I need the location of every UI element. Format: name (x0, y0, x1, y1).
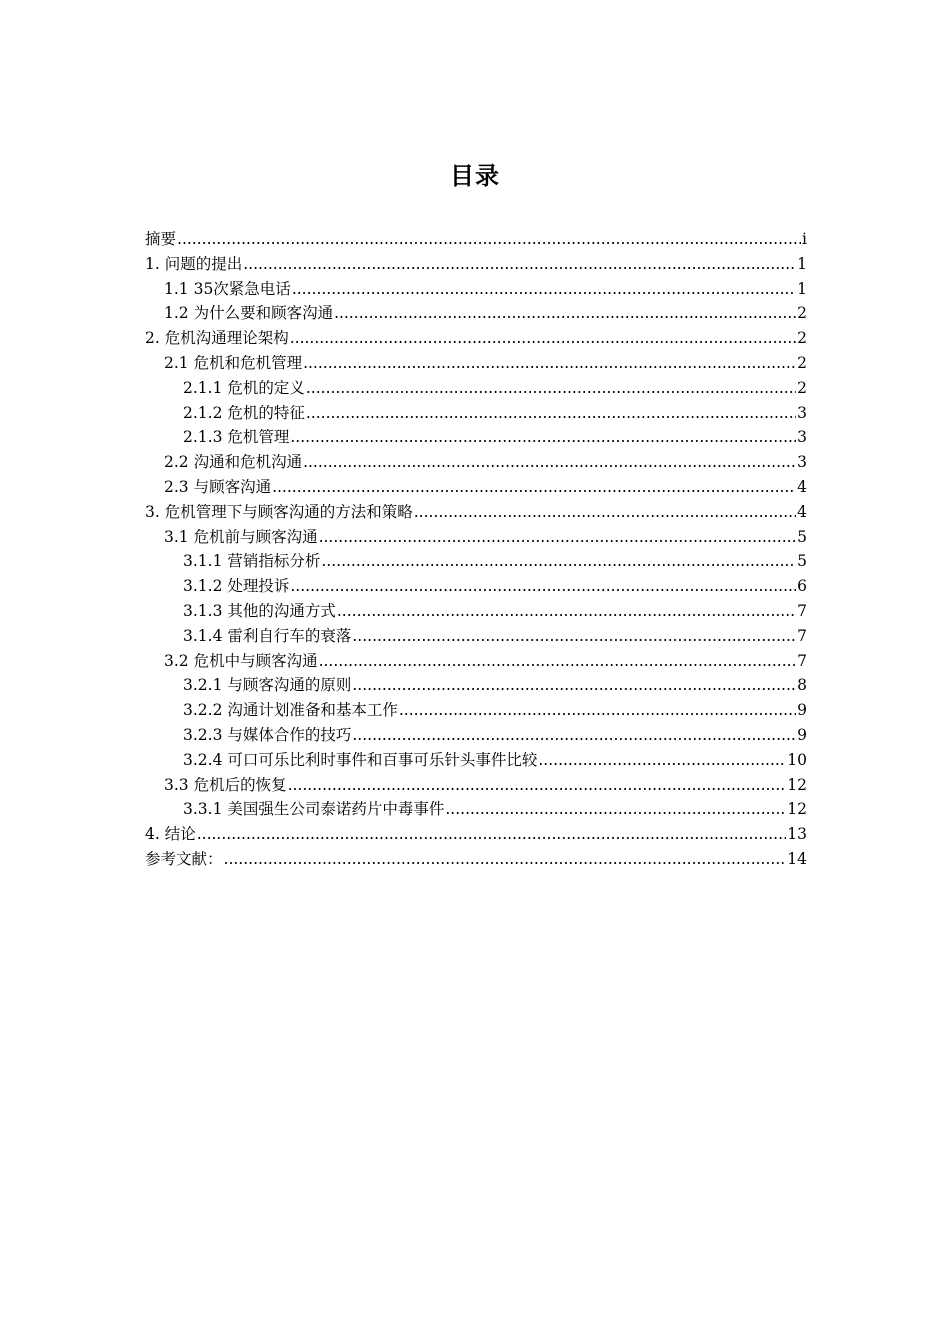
toc-entry-page-number: 7 (797, 651, 807, 670)
toc-entry[interactable] (145, 326, 807, 351)
toc-entry-page-number: 4 (797, 502, 807, 521)
toc-dot-leader (445, 797, 786, 822)
toc-entry-page-number: 1 (797, 279, 807, 298)
toc-dot-leader (399, 698, 796, 723)
toc-entry[interactable] (145, 351, 807, 376)
toc-entry-page-number: 2 (797, 353, 807, 372)
toc-entry[interactable] (145, 227, 807, 252)
toc-entry[interactable] (145, 549, 807, 574)
toc-entry-label: 3. 危机管理下与顾客沟通的方法和策略 (145, 502, 413, 521)
toc-dot-leader (243, 252, 796, 277)
toc-entry-page-number: 9 (797, 725, 807, 744)
toc-entry[interactable] (145, 425, 807, 450)
toc-entry-page-number: 1 (797, 254, 807, 273)
toc-entry-label: 3.1 危机前与顾客沟通 (164, 527, 318, 546)
toc-entry-page-number: 8 (797, 676, 807, 695)
toc-entry[interactable] (145, 301, 807, 326)
toc-entry[interactable] (145, 450, 807, 475)
toc-entry-label: 3.2.3 与媒体合作的技巧 (183, 725, 352, 744)
toc-dot-leader (414, 500, 796, 525)
toc-entry[interactable] (145, 649, 807, 674)
toc-entry-label: 3.2.4 可口可乐比利时事件和百事可乐针头事件比较 (183, 750, 538, 769)
toc-entry[interactable] (145, 723, 807, 748)
toc-entry[interactable] (145, 698, 807, 723)
toc-dot-leader (319, 649, 797, 674)
toc-entry-label: 2.2 沟通和危机沟通 (164, 453, 303, 472)
toc-dot-leader (334, 301, 796, 326)
toc-entry-label: 3.1.3 其他的沟通方式 (183, 601, 336, 620)
toc-entry-page-number: 3 (797, 428, 807, 447)
toc-entry-label: 3.1.1 营销指标分析 (183, 552, 321, 571)
toc-entry-label: 3.1.4 雷利自行车的衰落 (183, 626, 352, 645)
toc-dot-leader (352, 673, 796, 698)
toc-dot-leader (290, 326, 796, 351)
toc-entry[interactable] (145, 624, 807, 649)
page-title: 目录 (450, 162, 500, 190)
toc-entry[interactable] (145, 500, 807, 525)
toc-entry[interactable] (145, 525, 807, 550)
toc-dot-leader (303, 450, 796, 475)
toc-entry-page-number: 4 (797, 477, 807, 496)
toc-entry-page-number: 3 (797, 403, 807, 422)
toc-entry-label: 1.1 35次紧急电话 (164, 279, 291, 298)
toc-entry[interactable] (145, 673, 807, 698)
toc-dot-leader (292, 277, 796, 302)
toc-entry[interactable] (145, 748, 807, 773)
toc-entry[interactable] (145, 475, 807, 500)
toc-entry-label: 3.2.1 与顾客沟通的原则 (183, 676, 352, 695)
toc-entry[interactable] (145, 277, 807, 302)
toc-entry-label: 3.3 危机后的恢复 (164, 775, 287, 794)
toc-entry-page-number: 10 (787, 750, 807, 769)
toc-dot-leader (319, 525, 797, 550)
toc-entry-page-number: 12 (787, 800, 807, 819)
toc-entry-page-number: 5 (797, 552, 807, 571)
toc-entry[interactable] (145, 847, 807, 872)
toc-dot-leader (197, 822, 787, 847)
toc-entry-page-number: 2 (797, 378, 807, 397)
toc-dot-leader (303, 351, 796, 376)
toc-entry[interactable] (145, 822, 807, 847)
toc-entry[interactable] (145, 797, 807, 822)
toc-dot-leader (306, 376, 796, 401)
toc-dot-leader (352, 723, 796, 748)
toc-dot-leader (321, 549, 796, 574)
toc-entry-label: 1.2 为什么要和顾客沟通 (164, 304, 334, 323)
toc-dot-leader (538, 748, 786, 773)
toc-entry-page-number: 9 (797, 701, 807, 720)
toc-entry[interactable] (145, 401, 807, 426)
toc-entry-label: 4. 结论 (145, 825, 196, 844)
toc-dot-leader (177, 227, 801, 252)
toc-entry-label: 3.2 危机中与顾客沟通 (164, 651, 318, 670)
toc-entry[interactable] (145, 599, 807, 624)
toc-entry-label: 3.2.2 沟通计划准备和基本工作 (183, 701, 398, 720)
toc-dot-leader (352, 624, 796, 649)
toc-entry-page-number: 2 (797, 329, 807, 348)
toc-entry-page-number: 7 (797, 601, 807, 620)
toc-entry-label: 1. 问题的提出 (145, 254, 243, 273)
toc-dot-leader (306, 401, 796, 426)
toc-entry-page-number: 7 (797, 626, 807, 645)
toc-entry-label: 2.1 危机和危机管理 (164, 353, 303, 372)
toc-dot-leader (337, 599, 796, 624)
toc-entry-label: 2.1.2 危机的特征 (183, 403, 305, 422)
toc-dot-leader (290, 574, 796, 599)
toc-entry[interactable] (145, 252, 807, 277)
toc-entry-label: 3.1.2 处理投诉 (183, 577, 290, 596)
toc-entry-label: 2. 危机沟通理论架构 (145, 329, 289, 348)
toc-entry-page-number: 12 (787, 775, 807, 794)
toc-entry-page-number: 6 (797, 577, 807, 596)
toc-dot-leader (224, 847, 787, 872)
toc-entry[interactable] (145, 574, 807, 599)
toc-entry-label: 2.3 与顾客沟通 (164, 477, 272, 496)
toc-entry-page-number: 14 (787, 849, 807, 868)
toc-dot-leader (290, 425, 796, 450)
toc-entry-page-number: 2 (797, 304, 807, 323)
toc-entry-label: 3.3.1 美国强生公司泰诺药片中毒事件 (183, 800, 445, 819)
toc-dot-leader (272, 475, 796, 500)
toc-entry-label: 摘要 (145, 230, 177, 248)
toc-entry-page-number: 5 (797, 527, 807, 546)
toc-entry-label: 2.1.3 危机管理 (183, 428, 290, 447)
toc-dot-leader (288, 773, 787, 798)
table-of-contents (145, 227, 807, 872)
toc-entry-label: 2.1.1 危机的定义 (183, 378, 305, 397)
toc-entry-page-number: 13 (787, 825, 807, 844)
toc-entry-page-number: i (802, 230, 807, 248)
toc-entry[interactable] (145, 376, 807, 401)
toc-entry-page-number: 3 (797, 453, 807, 472)
toc-entry[interactable] (145, 773, 807, 798)
toc-entry-label: 参考文献： (145, 849, 223, 868)
